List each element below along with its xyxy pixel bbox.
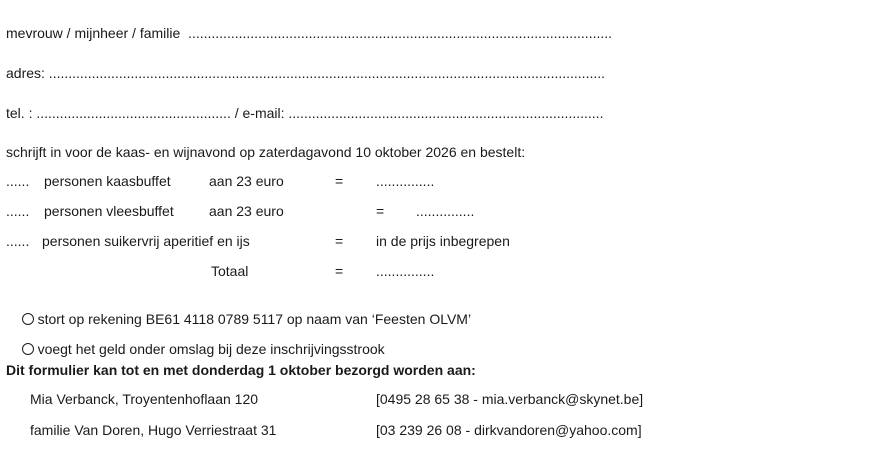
name-field[interactable]: mevrouw / mijnheer / familie ............................................................................................................. — [6, 25, 613, 41]
order-label: personen vleesbuffet — [44, 203, 174, 219]
payment-option-label: voegt het geld onder omslag bij deze inschrijvingsstrook — [37, 341, 385, 357]
payment-option-label: stort op rekening BE61 4118 0789 5117 op naam van ‘Feesten OLVM’ — [37, 311, 472, 327]
order-amount[interactable]: ............... — [376, 173, 435, 189]
address-field[interactable]: adres: ............................................................................................................................................... — [6, 65, 606, 81]
order-eq: = — [335, 173, 344, 189]
contact-info: [0495 28 65 38 - mia.verbanck@skynet.be] — [376, 391, 644, 407]
total-label: Totaal — [211, 263, 249, 279]
order-qty-dots[interactable]: ...... — [6, 233, 30, 249]
contact-name: familie Van Doren, Hugo Verriestraat 31 — [30, 422, 277, 438]
intro-text: schrijft in voor de kaas- en wijnavond op zaterdagavond 10 oktober 2026 en bestelt: — [6, 144, 526, 160]
tel-email-field[interactable]: tel. : .................................................. / e-mail: ................................................................................. — [6, 105, 604, 121]
delivery-heading: Dit formulier kan tot en met donderdag 1 oktober bezorgd worden aan: — [6, 362, 476, 378]
contact-info: [03 239 26 08 - dirkvandoren@yahoo.com] — [376, 422, 642, 438]
order-amount: in de prijs inbegrepen — [376, 233, 510, 249]
order-price: aan 23 euro — [209, 173, 284, 189]
total-eq: = — [335, 263, 344, 279]
order-qty-dots[interactable]: ...... — [6, 203, 30, 219]
order-label: personen suikervrij aperitief en ijs — [42, 233, 250, 249]
order-eq: = — [335, 233, 344, 249]
order-eq: = — [376, 203, 385, 219]
order-amount[interactable]: ............... — [416, 203, 475, 219]
order-qty-dots[interactable]: ...... — [6, 173, 30, 189]
total-amount[interactable]: ............... — [376, 263, 435, 279]
order-label: personen kaasbuffet — [44, 173, 171, 189]
radio-circle-icon[interactable] — [22, 343, 34, 355]
contact-name: Mia Verbanck, Troyentenhoflaan 120 — [30, 391, 259, 407]
order-price: aan 23 euro — [209, 203, 284, 219]
